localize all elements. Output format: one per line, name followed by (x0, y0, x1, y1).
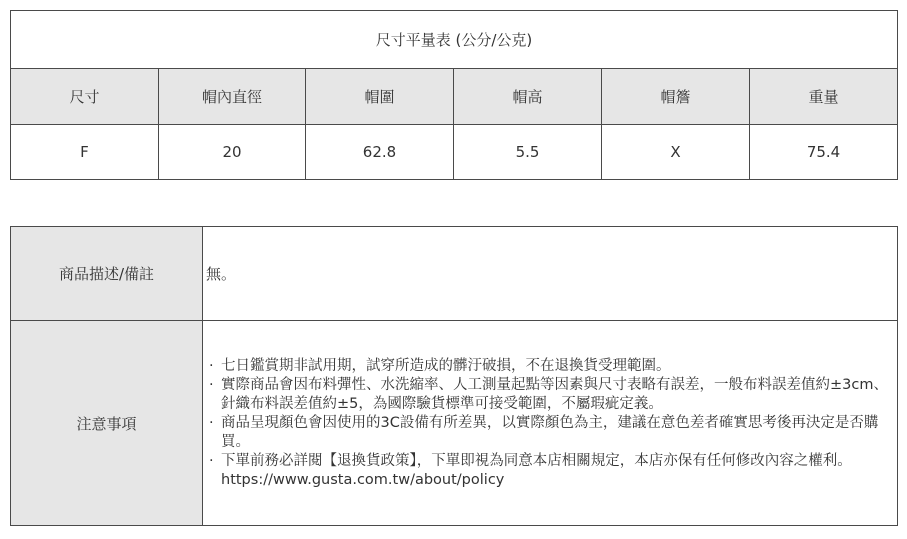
bullet-icon: · (209, 414, 214, 431)
cell-inner-diameter: 20 (159, 125, 306, 180)
size-chart-title: 尺寸平量表 (公分/公克) (11, 11, 898, 69)
size-chart-header-row (11, 69, 898, 125)
cell-circumference: 62.8 (306, 125, 454, 180)
header-height: 帽高 (454, 69, 602, 125)
description-row (11, 227, 898, 321)
bullet-icon: · (209, 376, 214, 393)
note-text: 實際商品會因布料彈性、水洗縮率、人工測量起點等因素與尺寸表略有誤差，一般布料誤差值約±3cm、針織布料誤差值約±5，為國際驗貨標準可接受範圍，不屬瑕疵定義。 (221, 376, 888, 412)
cell-size: F (11, 125, 159, 180)
header-weight: 重量 (750, 69, 898, 125)
description-value: 無。 (203, 227, 898, 321)
note-text: 下單前務必詳閱【退換貨政策】，下單即視為同意本店相關規定，本店亦保有任何修改內容之權利。https://www.gusta.com.tw/about/policy (221, 452, 852, 488)
list-item (209, 357, 897, 376)
header-size: 尺寸 (11, 69, 159, 125)
size-chart-title-row (11, 11, 898, 69)
header-inner-diameter: 帽內直徑 (159, 69, 306, 125)
notes-list (203, 321, 898, 526)
header-circumference: 帽圍 (306, 69, 454, 125)
notes-row (11, 321, 898, 526)
note-text: 七日鑑賞期非試用期，試穿所造成的髒汙破損，不在退換貨受理範圍。 (221, 357, 671, 374)
cell-brim: X (602, 125, 750, 180)
table-row (11, 125, 898, 180)
description-label: 商品描述/備註 (11, 227, 203, 321)
product-info-table (10, 226, 898, 526)
list-item (209, 376, 897, 414)
list-item (209, 452, 897, 490)
size-chart-table (10, 10, 898, 180)
note-text: 商品呈現顏色會因使用的3C設備有所差異，以實際顏色為主，建議在意色差者確實思考後再決定是否購買。 (221, 414, 879, 450)
header-brim: 帽簷 (602, 69, 750, 125)
bullet-icon: · (209, 357, 214, 374)
cell-height: 5.5 (454, 125, 602, 180)
cell-weight: 75.4 (750, 125, 898, 180)
notes-label: 注意事項 (11, 321, 203, 526)
bullet-icon: · (209, 452, 214, 469)
list-item (209, 414, 897, 452)
